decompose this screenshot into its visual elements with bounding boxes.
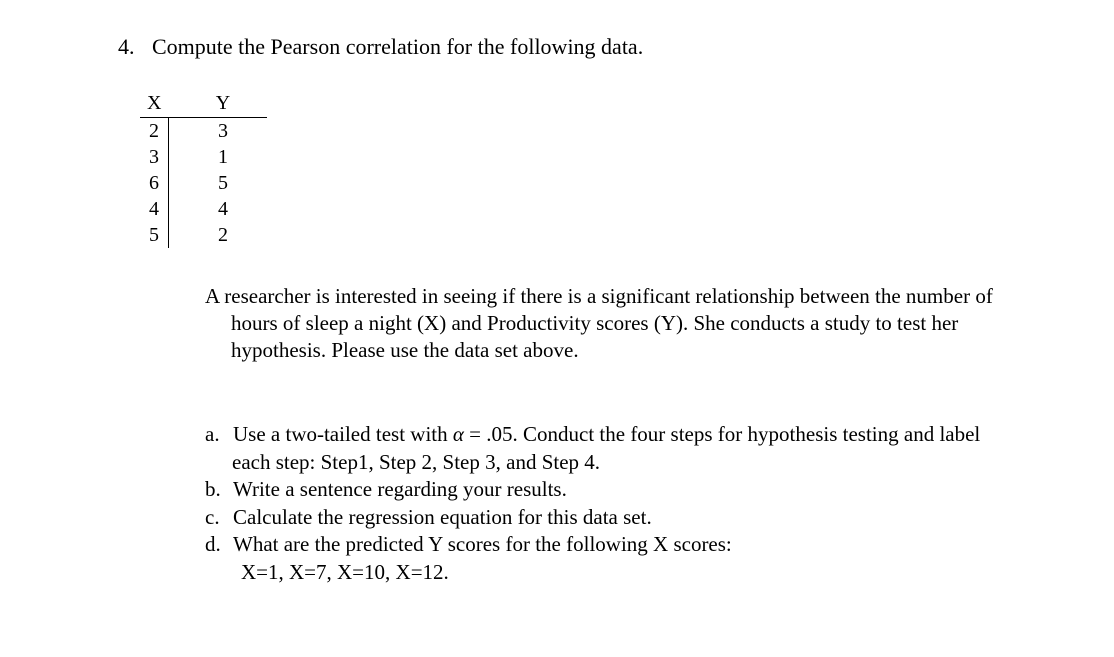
scenario-paragraph — [205, 283, 1075, 364]
part-a-text-post: = .05. Conduct the four steps for hypothesis testing and label — [463, 422, 981, 446]
question-heading — [118, 34, 643, 60]
question-number: 4. — [118, 34, 135, 59]
part-d-text: What are the predicted Y scores for the following X scores: — [233, 532, 732, 556]
part-a-continuation: each step: Step1, Step 2, Step 3, and Step 4. — [232, 449, 601, 474]
question-text: Compute the Pearson correlation for the following data. — [152, 34, 644, 59]
part-b-text: Write a sentence regarding your results. — [233, 477, 567, 501]
part-b-letter: b. — [205, 477, 221, 501]
cell-y: 5 — [218, 172, 228, 194]
cell-x: 5 — [140, 222, 169, 248]
part-a — [205, 421, 980, 449]
table-row — [140, 118, 267, 145]
cell-x: 2 — [140, 118, 169, 145]
part-d-continuation: X=1, X=7, X=10, X=12. — [241, 559, 449, 584]
header-x: X — [140, 89, 169, 118]
paragraph-line-1: A researcher is interested in seeing if there is a significant relationship between the number of — [205, 284, 993, 308]
paragraph-line-2: hours of sleep a night (X) and Productivity scores (Y). She conducts a study to test her — [231, 311, 959, 335]
part-d-letter: d. — [205, 532, 221, 556]
cell-x: 3 — [140, 144, 169, 170]
alpha-symbol: α — [452, 422, 464, 446]
paragraph-line-3: hypothesis. Please use the data set above. — [231, 338, 579, 362]
cell-y: 3 — [218, 120, 228, 142]
part-a-letter: a. — [205, 422, 220, 446]
cell-y: 1 — [218, 146, 228, 168]
cell-y: 4 — [218, 198, 228, 220]
table-row — [140, 222, 267, 248]
cell-x: 6 — [140, 170, 169, 196]
part-c — [205, 504, 980, 532]
question-parts — [205, 421, 980, 586]
cell-y: 2 — [218, 224, 228, 246]
part-b — [205, 476, 980, 504]
table-header-row — [140, 89, 267, 118]
table-row — [140, 144, 267, 170]
table-row — [140, 170, 267, 196]
part-a-text-pre: Use a two-tailed test with — [233, 422, 453, 446]
data-table — [140, 89, 267, 248]
table-row — [140, 196, 267, 222]
header-y: Y — [199, 89, 247, 118]
part-c-text: Calculate the regression equation for this data set. — [233, 504, 652, 529]
cell-x: 4 — [140, 196, 169, 222]
part-d — [205, 531, 980, 559]
part-c-letter: c. — [205, 504, 220, 529]
